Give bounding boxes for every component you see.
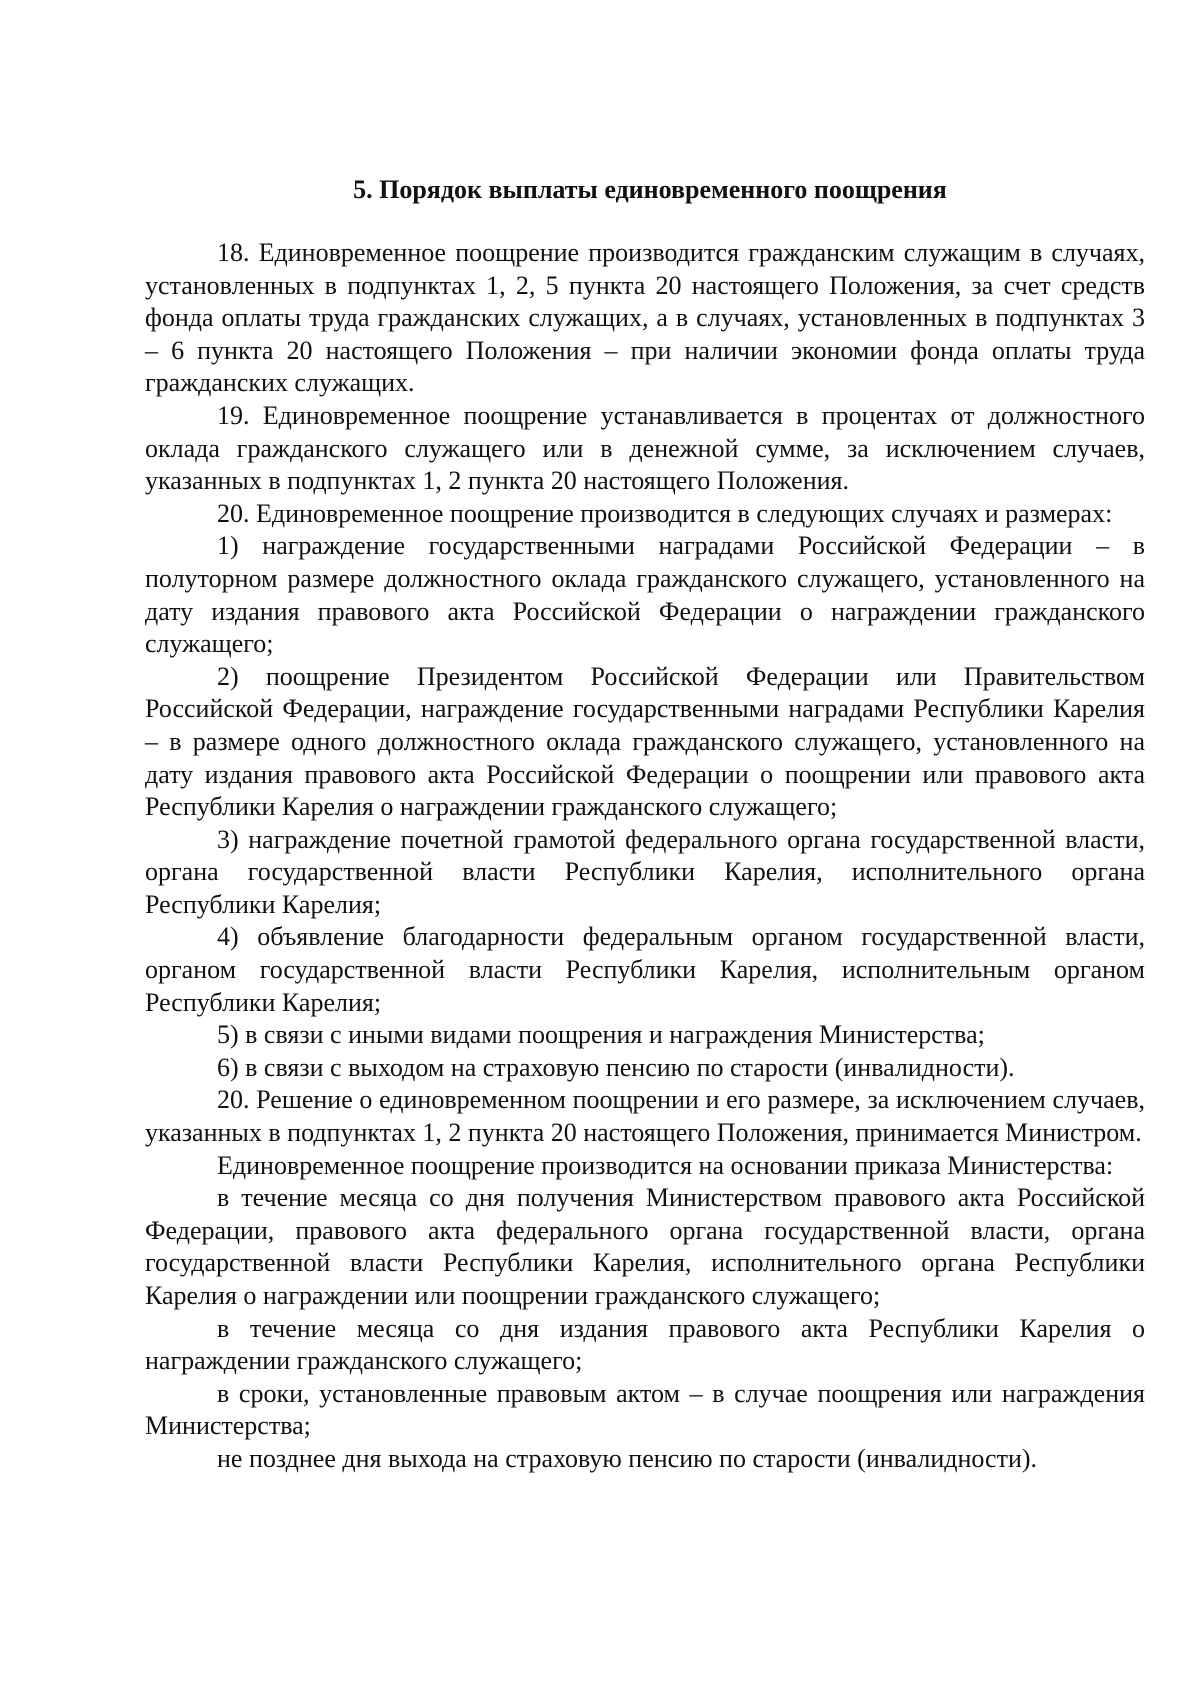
term-item-2: в течение месяца со дня издания правового акта Республики Карелия о награждении гражданского служащего; [145,1313,1145,1376]
paragraph-20: 20. Единовременное поощрение производится в следующих случаях и размерах: [217,498,1113,528]
subitem-4: 4) объявление благодарности федеральным органом государственной власти, органом государственной власти Республики Карелия, исполнительным органом Республики Карелия; [145,922,1145,1017]
subitem-3: 3) награждение почетной грамотой федерального органа государственной власти, органа государственной власти Республики Карелия, исполнительного органа Республики Карелия; [145,824,1145,919]
subitem-6: 6) в связи с выходом на страховую пенсию по старости (инвалидности). [217,1052,1015,1082]
section-heading: 5. Порядок выплаты единовременного поощрения [353,175,947,204]
paragraph-20-decision: 20. Решение о единовременном поощрении и его размере, за исключением случаев, указанных в подпунктах 1, 2 пункта 20 настоящего Положения, принимается Министром. [145,1085,1145,1148]
paragraph-19: 19. Единовременное поощрение устанавливается в процентах от должностного оклада гражданского служащего или в денежной сумме, за исключением случаев, указанных в подпунктах 1, 2 пункта 20 настоящего Положения. [145,400,1145,496]
subitem-2: 2) поощрение Президентом Российской Федерации или Правительством Российской Федерации, награждение государственными наградами Республики Карелия – в размере одного должностного оклада гражданского служащего, установленного на дату издания правового акта Российской Федерации о поощрении или правового акта Республики Карелия о награждении гражданского служащего; [145,661,1145,822]
subitem-1: 1) награждение государственными наградами Российской Федерации – в полуторном размере должностного оклада гражданского служащего, установленного на дату издания правового акта Российской Федерации о награждении гражданского служащего; [145,531,1145,659]
paragraph-basis: Единовременное поощрение производится на основании приказа Министерства: [217,1150,1114,1180]
term-item-4: не позднее дня выхода на страховую пенсию по старости (инвалидности). [217,1443,1038,1473]
paragraph-18: 18. Единовременное поощрение производится гражданским служащим в случаях, установленных в подпунктах 1, 2, 5 пункта 20 настоящего Положения, за счет средств фонда оплаты труда гражданских служащих, а в случаях, установленных в подпунктах 3 – 6 пункта 20 настоящего Положения – при наличии экономии фонда оплаты труда гражданских служащих. [145,238,1145,398]
term-item-3: в сроки, установленные правовым актом – в случае поощрения или награждения Министерства; [145,1378,1145,1441]
term-item-1: в течение месяца со дня получения Министерством правового акта Российской Федерации, правового акта федерального органа государственной власти, органа государственной власти Республики Карелия, исполнительного органа Республики Карелия о награждении или поощрении гражданского служащего; [145,1183,1145,1310]
document-page [145,174,1145,1476]
subitem-5: 5) в связи с иными видами поощрения и награждения Министерства; [217,1020,985,1050]
